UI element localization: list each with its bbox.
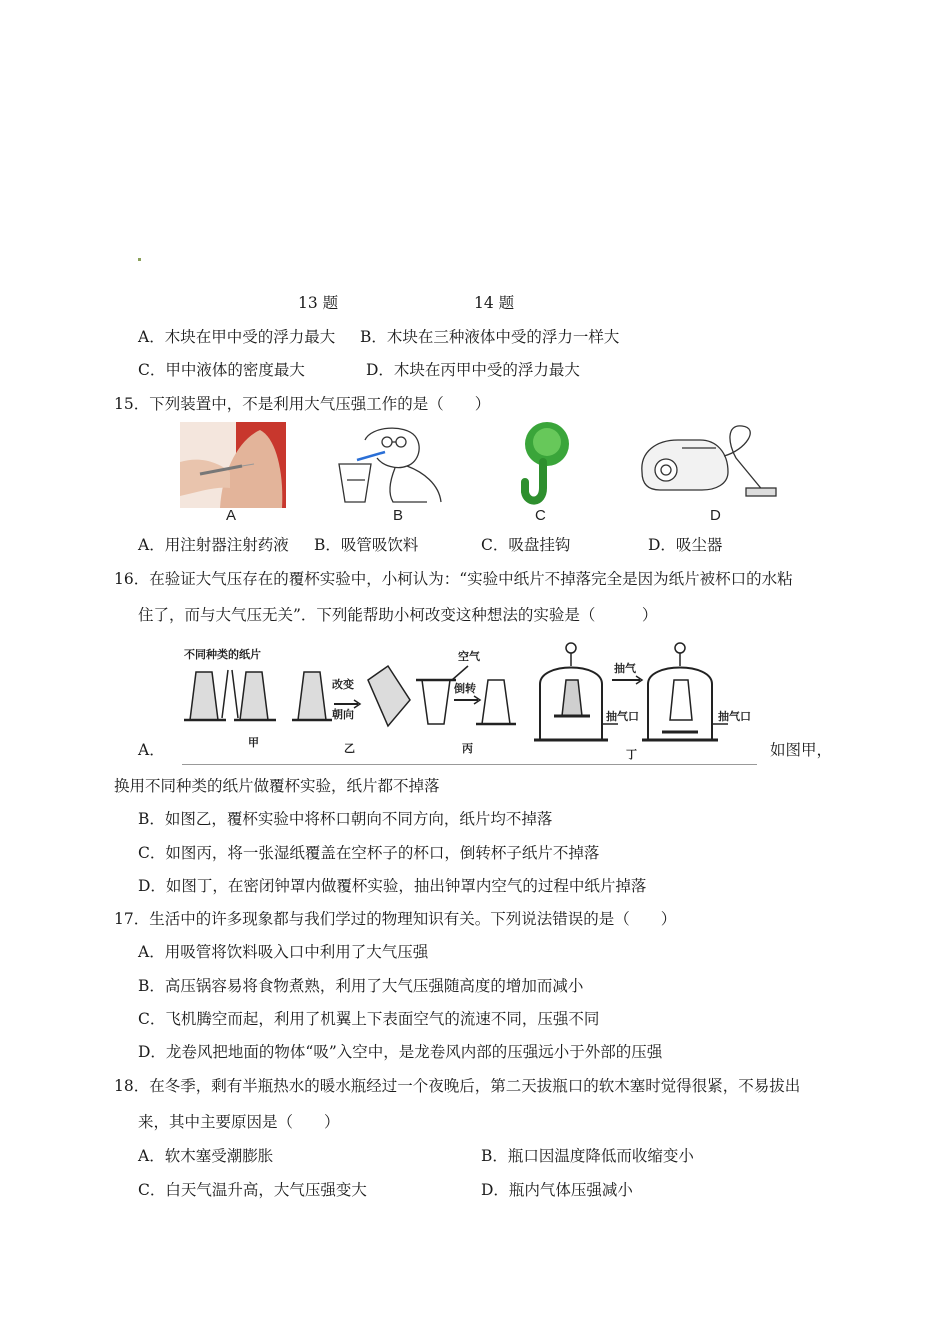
label-ding: 丁 [626,749,637,761]
label-change-dir-1: 改变 [332,679,354,691]
label-yi: 乙 [344,743,355,755]
q15-image-label-c: C [535,507,546,524]
q15-option-c: C．吸盘挂钩 [481,536,571,554]
q15-option-d: D．吸尘器 [648,536,723,554]
q18-option-b: B．瓶口因温度降低而收缩变小 [481,1147,694,1165]
q16-stem-line1: 16．在验证大气压存在的覆杯实验中，小柯认为：“实验中纸片不掉落完全是因为纸片被杯口的水粘 [114,570,793,588]
q14-option-c: C．甲中液体的密度最大 [138,361,305,379]
q18-stem-line2: 来，其中主要原因是（ ） [138,1113,340,1131]
q15-option-a: A．用注射器注射药液 [138,536,289,554]
stray-dot [138,258,141,261]
q16-option-a-cont: 换用不同种类的纸片做覆杯实验，纸片都不掉落 [114,777,440,795]
label-invert: 倒转 [454,683,476,695]
q16-option-a-tail: 如图甲， [770,741,833,759]
vacuum-cleaner-image [636,422,784,522]
syringe-injection-image [180,422,286,522]
caption-14: 14 题 [474,294,515,312]
q17-option-c: C．飞机腾空而起，利用了机翼上下表面空气的流速不同，压强不同 [138,1010,600,1028]
q18-option-a: A．软木塞受潮膨胀 [138,1147,274,1165]
q17-stem: 17．生活中的许多现象都与我们学过的物理知识有关。下列说法错误的是（ ） [114,910,677,928]
label-paper-types: 不同种类的纸片 [184,649,261,661]
q15-image-label-d: D [710,507,721,524]
q14-option-d: D．木块在丙甲中受的浮力最大 [366,361,580,379]
q16-option-b: B．如图乙，覆杯实验中将杯口朝向不同方向，纸片均不掉落 [138,810,553,828]
label-pump-port-2: 抽气口 [718,711,751,723]
label-pump-1: 抽气 [614,663,636,675]
caption-13: 13 题 [298,294,339,312]
q15-image-label-a: A [226,507,237,524]
q16-stem-line2: 住了，而与大气压无关”．下列能帮助小柯改变这种想法的实验是（ ） [138,606,658,624]
q17-option-b: B．高压锅容易将食物煮熟，利用了大气压强随高度的增加而减小 [138,977,584,995]
label-pump-port-1: 抽气口 [606,711,639,723]
q14-option-b: B．木块在三种液体中受的浮力一样大 [360,328,620,346]
q17-option-d: D．龙卷风把地面的物体“吸”入空中，是龙卷风内部的压强远小于外部的压强 [138,1043,663,1061]
label-change-dir-2: 朝向 [332,709,354,721]
q18-stem-line1: 18．在冬季，剩有半瓶热水的暖水瓶经过一个夜晚后，第二天拔瓶口的软木塞时觉得很紧，不易拔出 [114,1077,801,1095]
q14-option-a: A．木块在甲中受的浮力最大 [138,328,336,346]
q16-figure [182,640,757,765]
q16-option-c: C．如图丙，将一张湿纸覆盖在空杯子的杯口，倒转杯子纸片不掉落 [138,844,600,862]
q17-option-a: A．用吸管将饮料吸入口中利用了大气压强 [138,943,429,961]
suction-hook-image [507,422,579,522]
q16-option-d: D．如图丁，在密闭钟罩内做覆杯实验，抽出钟罩内空气的过程中纸片掉落 [138,877,647,895]
label-jia: 甲 [248,737,259,749]
straw-drinking-image [335,422,447,522]
label-air: 空气 [458,651,480,663]
q15-option-b: B．吸管吸饮料 [314,536,419,554]
label-bing: 丙 [462,743,473,755]
q18-option-c: C．白天气温升高，大气压强变大 [138,1181,367,1199]
q16-option-a-prefix: A． [138,741,165,759]
q15-stem: 15．下列装置中，不是利用大气压强工作的是（ ） [114,395,491,413]
q15-image-label-b: B [393,507,404,524]
q18-option-d: D．瓶内气体压强减小 [481,1181,633,1199]
